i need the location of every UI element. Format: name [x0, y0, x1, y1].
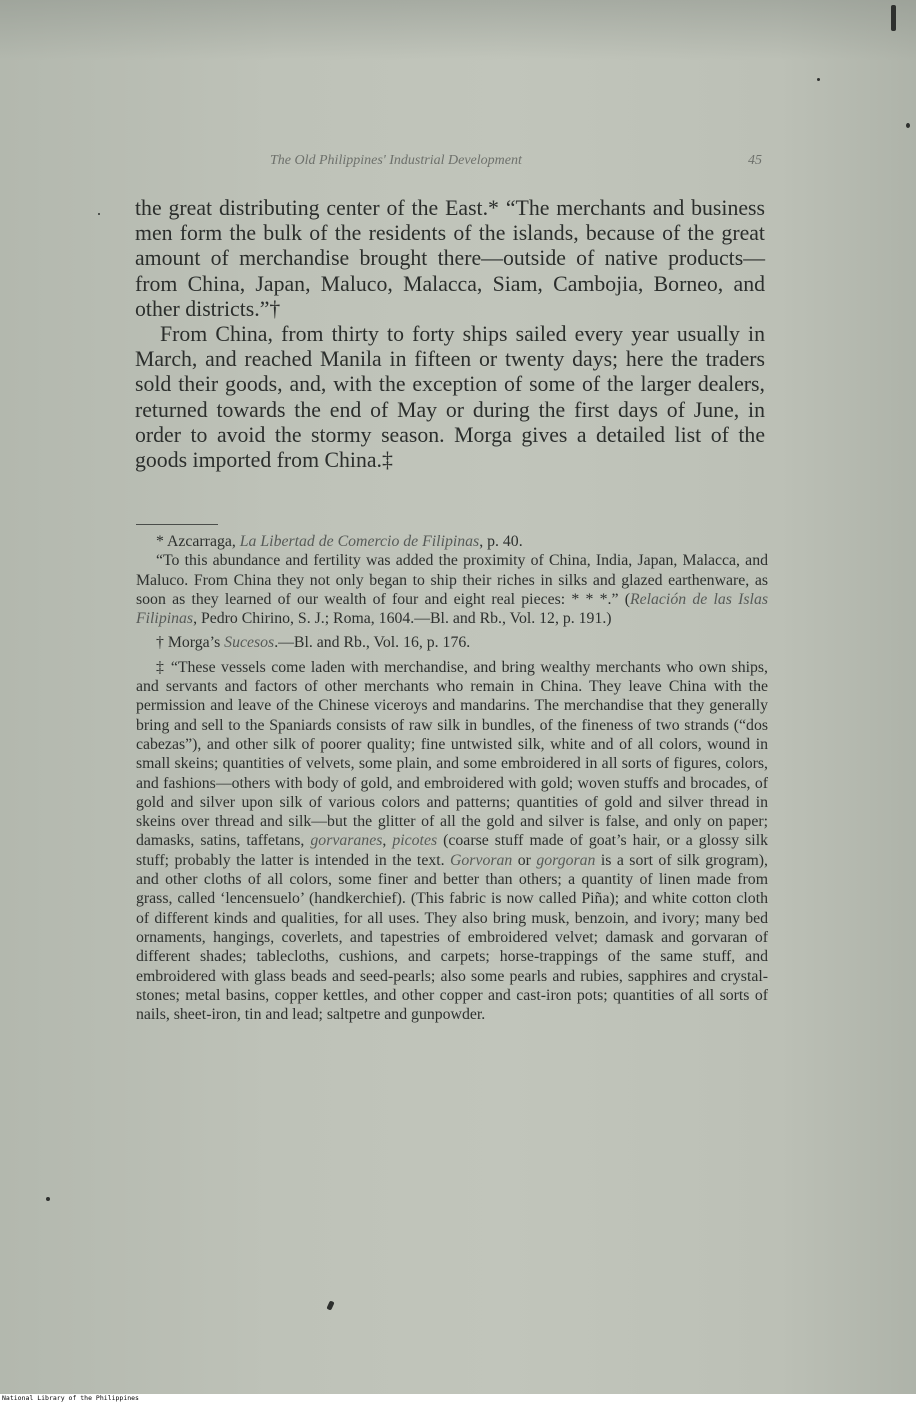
dust-speck — [906, 123, 910, 128]
footnote-star — [136, 532, 768, 551]
footnote-term-gorgoran: gorgoran — [536, 851, 596, 869]
paragraph-1: the great distributing center of the East.* “The merchants and business men form the bulk of the residents of the islands, because of the great amount of merchandise brought there—outside of native products—from China, Japan, Maluco, Malacca, Siam, Cambojia, Borneo, and other districts.”† — [135, 196, 765, 321]
footnote-star-prefix: * Azcarraga, — [156, 533, 240, 550]
footnotes — [136, 532, 768, 1024]
page-number: 45 — [748, 153, 762, 168]
footnote-ddagger-comma: , — [382, 832, 393, 850]
footnote-star-quote-text: “To this abundance and fertility was added the proximity of China, India, Japan, Malacca, and Maluco. From China they not only began to ship their riches in silks and glazed earthenware, as soon as they learned of our wealth of four and eight real pieces: * * *.” ( — [136, 552, 768, 608]
paragraph-2: From China, from thirty to forty ships sailed every year usually in March, and reached Manila in fifteen or twenty days; here the traders sold their goods, and, with the exception of some of the larger dealers, returned towards the end of May or during the first days of June, in order to avoid the stormy season. Morga gives a detailed list of the goods imported from China.‡ — [135, 322, 765, 473]
footnote-double-dagger — [136, 658, 768, 1025]
dust-speck — [326, 1300, 334, 1310]
footnote-ddagger-part1: ‡ “These vessels come laden with merchandise, and bring wealthy merchants who own ships, and servants and factors of other merchants who remain in China. They leave China with the permission and leave of the Chinese viceroys and mandarins. The merchandise that they generally bring and sell to the Spaniards consists of raw silk in bundles, of the fineness of two strands (“dos cabezas”), and other silk of poorer quality; fine untwisted silk, white and of all colors, wound in small skeins; quantities of velvets, some plain, and some embroidered in all sorts of figures, colors, and fashions—others with body of gold, and embroidered with gold; woven stuffs and brocades, of gold and silver upon silk of various colors and patterns; quantities of gold and silver thread in skeins over thread and silk—but the glitter of all the gold and silver is false, and only on paper; damasks, satins, taffetans, — [136, 658, 768, 850]
page-edge-shadow — [0, 0, 916, 60]
footnote-star-title: La Libertad de Comercio de Filipinas — [239, 533, 480, 550]
footnote-term-gorvaranes: gorvaranes — [310, 832, 383, 850]
footnote-dagger-prefix: † Morga’s — [156, 634, 225, 652]
footnote-dagger-suffix: .—Bl. and Rb., Vol. 16, p. 176. — [274, 634, 471, 652]
footnote-star-quote-suffix: , Pedro Chirino, S. J.; Roma, 1604.—Bl. and Rb., Vol. 12, p. 191.) — [193, 610, 612, 628]
footnote-dagger — [136, 633, 768, 652]
footnote-dagger-title: Sucesos — [224, 634, 275, 652]
footnote-star-quote-source: Relación de las Islas Filipinas — [136, 590, 768, 628]
main-text — [135, 196, 765, 473]
dust-speck — [98, 213, 100, 215]
footnote-ddagger-part2: (coarse stuff made of goat’s hair, or a glossy silk stuff; probably the latter is intended in the text. — [136, 832, 768, 869]
footnote-star-quote — [136, 551, 768, 628]
dust-speck — [46, 1197, 50, 1201]
footer-bar — [0, 1394, 916, 1403]
footnote-star-suffix: , p. 40. — [479, 533, 523, 550]
footnote-ddagger-part3: is a sort of silk grogram), and other cloths of all colors, some finer and better than others; a quantity of linen made from grass, called ‘lencensuelo’ (handkerchief). (This fabric is now called Piña); and white cotton cloth of different kinds and qualities, for all uses. They also bring musk, benzoin, and ivory; many bed ornaments, hangings, coverlets, and tapestries of embroidered velvet; damask and gorvaran of different shades; tablecloths, cushions, and carpets; horse-trappings of the same stuff, and embroidered with glass beads and seed-pearls; also some pearls and rubies, sapphires and crystal-stones; metal basins, copper kettles, and other copper and cast-iron pots; quantities of all sorts of nails, sheet-iron, tin and lead; saltpetre and gunpowder. — [136, 851, 768, 1024]
footnote-term-gorvoran: Gorvoran — [450, 851, 513, 869]
dust-speck — [817, 78, 820, 81]
running-title: The Old Philippines' Industrial Development — [270, 153, 522, 168]
footnote-ddagger-or: or — [512, 851, 537, 869]
running-head — [136, 153, 764, 175]
dust-speck — [891, 5, 896, 31]
library-credit: National Library of the Philippines — [2, 1394, 139, 1402]
footnote-rule — [136, 524, 218, 525]
footnote-term-picotes: picotes — [392, 832, 438, 850]
